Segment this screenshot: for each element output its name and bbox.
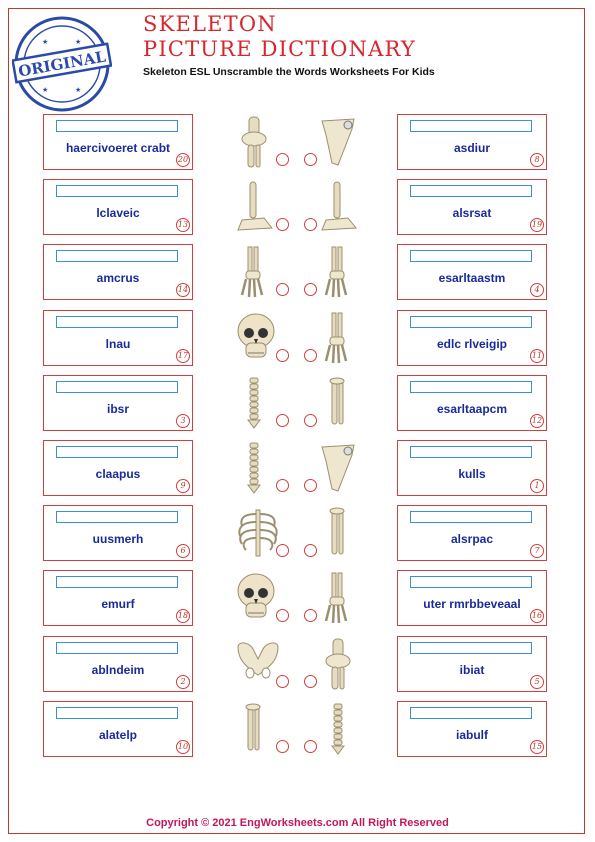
svg-text:ORIGINAL: ORIGINAL xyxy=(16,47,108,81)
item-number: 7 xyxy=(530,544,544,558)
item-number: 20 xyxy=(176,153,190,167)
skull-icon xyxy=(234,311,278,369)
item-number: 19 xyxy=(530,218,544,232)
copyright-footer: Copyright © 2021 EngWorksheets.com All Right Reserved xyxy=(146,817,449,829)
scrambled-word: esarltaapcm xyxy=(436,402,508,416)
spine-icon xyxy=(234,376,274,434)
scrambled-word: kulls xyxy=(458,467,486,481)
answer-box[interactable] xyxy=(56,446,178,458)
right-word-card xyxy=(397,636,547,692)
left-word-card xyxy=(43,375,193,431)
item-number: 12 xyxy=(530,414,544,428)
item-number: 5 xyxy=(530,675,544,689)
scrambled-word: lclaveic xyxy=(96,206,140,220)
scrambled-word: lnau xyxy=(105,337,131,351)
match-dot-left[interactable] xyxy=(276,283,289,296)
match-dot-left[interactable] xyxy=(276,675,289,688)
scrambled-word: edlc rlveigip xyxy=(436,337,508,351)
scrambled-word: alsrpac xyxy=(450,532,494,546)
left-word-card xyxy=(43,179,193,235)
shoulder-blade-icon xyxy=(318,115,358,173)
scrambled-word: emurf xyxy=(101,597,135,611)
right-word-card xyxy=(397,114,547,170)
item-number: 10 xyxy=(176,740,190,754)
answer-box[interactable] xyxy=(56,185,178,197)
knee-bone-icon xyxy=(318,637,358,695)
hand-bones-icon xyxy=(318,571,358,629)
item-number: 14 xyxy=(176,283,190,297)
answer-box[interactable] xyxy=(56,250,178,262)
right-word-card xyxy=(397,440,547,496)
pelvis-icon xyxy=(234,637,282,695)
left-word-card xyxy=(43,310,193,366)
match-dot-right[interactable] xyxy=(304,544,317,557)
match-dot-right[interactable] xyxy=(304,218,317,231)
item-number: 17 xyxy=(176,349,190,363)
match-dot-right[interactable] xyxy=(304,153,317,166)
shoulder-blade-icon xyxy=(318,441,358,499)
knee-bone-icon xyxy=(234,115,274,173)
answer-box[interactable] xyxy=(56,511,178,523)
scrambled-word: haercivoeret crabt xyxy=(65,141,171,155)
worksheet-title xyxy=(143,12,416,62)
left-word-card xyxy=(43,570,193,626)
right-word-card xyxy=(397,375,547,431)
item-number: 18 xyxy=(176,609,190,623)
answer-box[interactable] xyxy=(410,381,532,393)
item-number: 11 xyxy=(530,349,544,363)
forearm-bones-icon xyxy=(234,702,274,760)
foot-bones-icon xyxy=(318,180,358,238)
scrambled-word: ablndeim xyxy=(91,663,145,677)
item-number: 2 xyxy=(176,675,190,689)
scrambled-word: alatelp xyxy=(98,728,137,742)
spine-icon xyxy=(318,702,358,760)
scrambled-word: alsrsat xyxy=(452,206,492,220)
answer-box[interactable] xyxy=(56,120,178,132)
match-dot-right[interactable] xyxy=(304,349,317,362)
forearm-bones-icon xyxy=(318,376,358,434)
hand-bones-icon xyxy=(318,245,358,303)
answer-box[interactable] xyxy=(410,511,532,523)
hand-bones-icon xyxy=(318,311,358,369)
skull-icon xyxy=(234,571,278,629)
answer-box[interactable] xyxy=(410,185,532,197)
match-dot-left[interactable] xyxy=(276,609,289,622)
title-line-2: PICTURE DICTIONARY xyxy=(143,37,416,61)
answer-box[interactable] xyxy=(410,642,532,654)
item-number: 15 xyxy=(530,740,544,754)
left-word-card xyxy=(43,636,193,692)
match-dot-left[interactable] xyxy=(276,218,289,231)
scrambled-word: iabulf xyxy=(456,728,488,742)
answer-box[interactable] xyxy=(56,381,178,393)
foot-bones-icon xyxy=(234,180,274,238)
forearm-bones-icon xyxy=(318,506,358,564)
answer-box[interactable] xyxy=(56,576,178,588)
left-word-card xyxy=(43,505,193,561)
answer-box[interactable] xyxy=(56,642,178,654)
scrambled-word: ibsr xyxy=(106,402,129,416)
match-dot-right[interactable] xyxy=(304,675,317,688)
match-dot-left[interactable] xyxy=(276,544,289,557)
svg-text:★: ★ xyxy=(75,86,82,94)
title-line-1: SKELETON xyxy=(143,12,277,36)
right-word-card xyxy=(397,310,547,366)
item-number: 8 xyxy=(530,153,544,167)
left-word-card xyxy=(43,701,193,757)
match-dot-left[interactable] xyxy=(276,153,289,166)
scrambled-word: uusmerh xyxy=(92,532,144,546)
original-stamp-logo xyxy=(12,14,112,114)
answer-box[interactable] xyxy=(410,316,532,328)
right-word-card xyxy=(397,179,547,235)
item-number: 16 xyxy=(530,609,544,623)
scrambled-word: uter rmrbbeveaal xyxy=(423,597,521,611)
svg-text:★: ★ xyxy=(42,86,49,94)
answer-box[interactable] xyxy=(410,120,532,132)
item-number: 13 xyxy=(176,218,190,232)
right-word-card xyxy=(397,505,547,561)
scrambled-word: esarltaastm xyxy=(438,271,506,285)
left-word-card xyxy=(43,244,193,300)
svg-text:★: ★ xyxy=(42,38,49,46)
hand-bones-icon xyxy=(234,245,274,303)
match-dot-left[interactable] xyxy=(276,740,289,753)
answer-box[interactable] xyxy=(410,707,532,719)
left-word-card xyxy=(43,440,193,496)
item-number: 9 xyxy=(176,479,190,493)
svg-text:★: ★ xyxy=(75,38,82,46)
scrambled-word: asdiur xyxy=(453,141,490,155)
worksheet-subtitle: Skeleton ESL Unscramble the Words Worksheets For Kids xyxy=(143,66,435,78)
spine-icon xyxy=(234,441,274,499)
right-word-card xyxy=(397,701,547,757)
item-number: 1 xyxy=(530,479,544,493)
match-dot-right[interactable] xyxy=(304,414,317,427)
item-number: 6 xyxy=(176,544,190,558)
match-dot-left[interactable] xyxy=(276,349,289,362)
ribcage-icon xyxy=(234,506,282,564)
right-word-card xyxy=(397,244,547,300)
answer-box[interactable] xyxy=(410,576,532,588)
scrambled-word: ibiat xyxy=(459,663,485,677)
answer-box[interactable] xyxy=(56,316,178,328)
match-dot-left[interactable] xyxy=(276,479,289,492)
match-dot-right[interactable] xyxy=(304,283,317,296)
answer-box[interactable] xyxy=(410,250,532,262)
item-number: 4 xyxy=(530,283,544,297)
scrambled-word: amcrus xyxy=(96,271,140,285)
scrambled-word: claapus xyxy=(95,467,141,481)
answer-box[interactable] xyxy=(56,707,178,719)
match-dot-right[interactable] xyxy=(304,740,317,753)
match-dot-right[interactable] xyxy=(304,609,317,622)
left-word-card xyxy=(43,114,193,170)
answer-box[interactable] xyxy=(410,446,532,458)
match-dot-left[interactable] xyxy=(276,414,289,427)
right-word-card xyxy=(397,570,547,626)
match-dot-right[interactable] xyxy=(304,479,317,492)
item-number: 3 xyxy=(176,414,190,428)
